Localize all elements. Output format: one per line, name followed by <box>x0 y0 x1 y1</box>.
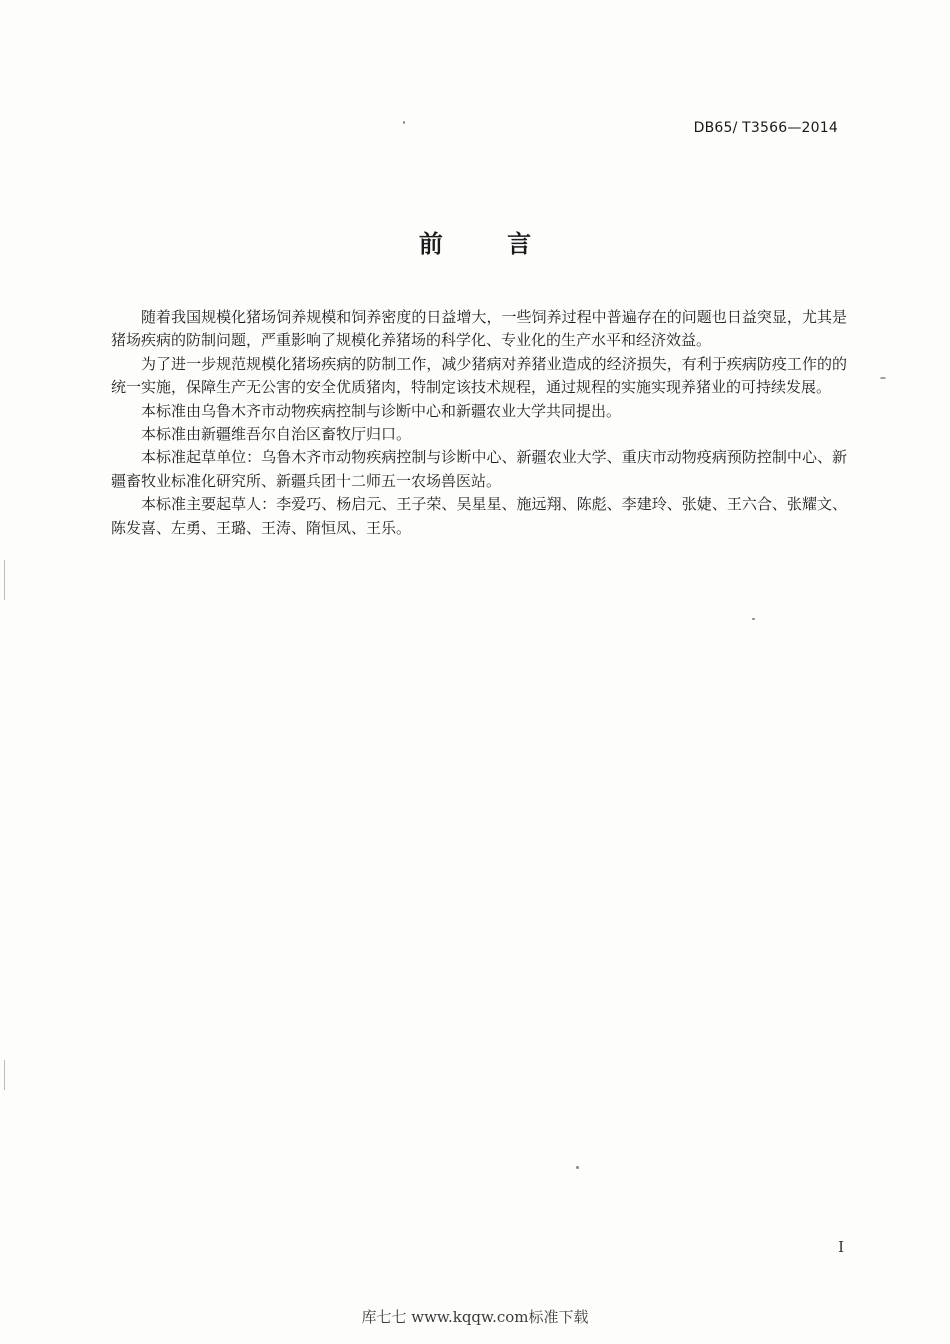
paragraph-administrator: 本标准由新疆维吾尔自治区畜牧厅归口。 <box>141 425 412 444</box>
scan-speck <box>752 618 755 620</box>
foreword-body <box>111 306 847 540</box>
scan-speck <box>576 1166 579 1169</box>
page-number: I <box>838 1238 844 1256</box>
page-title: 前 言 <box>418 230 560 258</box>
scan-speck <box>880 377 886 379</box>
paragraph-proposer: 本标准由乌鲁木齐市动物疾病控制与诊断中心和新疆农业大学共同提出。 <box>141 401 622 420</box>
download-watermark: 库七七 www.kqqw.com标准下载 <box>361 1308 589 1326</box>
scan-speck <box>403 121 405 124</box>
standard-code: DB65/ T3566—2014 <box>693 120 838 136</box>
paragraph-drafters: 本标准主要起草人：李爱巧、杨启元、王子荣、吴星星、施远翔、陈彪、李建玲、张婕、王六合、张耀文、陈发喜、左勇、王璐、王涛、隋恒凤、王乐。 <box>111 495 847 537</box>
paragraph-purpose: 为了进一步规范规模化猪场疾病的防制工作，减少猪病对养猪业造成的经济损失，有利于疾病防疫工作的的统一实施，保障生产无公害的安全优质猪肉，特制定该技术规程，通过规程的实施实现养猪业的可持续发展。 <box>111 354 847 397</box>
scan-edge-mark <box>4 560 5 600</box>
paragraph-background: 随着我国规模化猪场饲养规模和饲养密度的日益增大，一些饲养过程中普遍存在的问题也日益突显，尤其是猪场疾病的防制问题，严重影响了规模化养猪场的科学化、专业化的生产水平和经济效益。 <box>111 308 847 350</box>
paragraph-drafting-units: 本标准起草单位：乌鲁木齐市动物疾病控制与诊断中心、新疆农业大学、重庆市动物疫病预防控制中心、新疆畜牧业标准化研究所、新疆兵团十二师五一农场兽医站。 <box>111 448 847 490</box>
scan-edge-mark <box>4 1060 5 1090</box>
